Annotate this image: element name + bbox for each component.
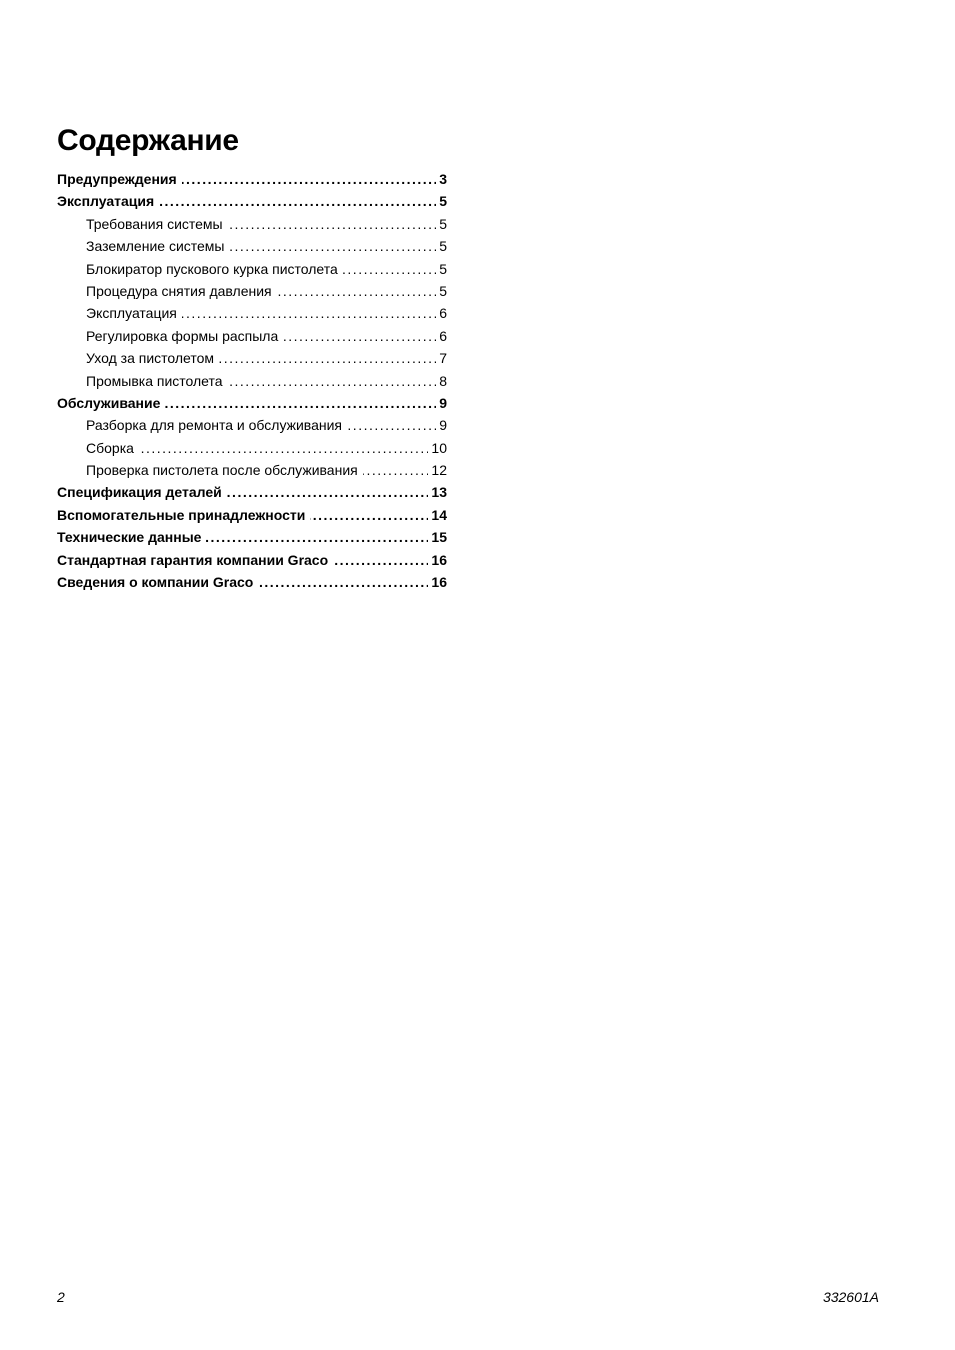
toc-entry-pressure-relief[interactable] [57,280,447,302]
dot-leader [258,571,428,593]
dot-leader [347,414,436,436]
toc-entry-page: 15 [431,529,447,546]
toc-entry-label: Проверка пистолета после обслуживания [86,462,358,479]
toc-entry-page: 3 [439,171,447,187]
dot-leader [310,504,428,526]
toc-entry-page: 5 [439,260,447,277]
dot-leader [343,258,436,280]
toc-entry-label: Предупреждения [57,171,177,187]
toc-entry-maintenance[interactable] [57,392,447,414]
toc-entry-label: Требования системы [86,215,223,232]
dot-leader [227,481,429,503]
toc-entry-page: 16 [431,574,447,591]
toc-entry-page: 10 [431,439,447,456]
table-of-contents [57,168,447,593]
toc-entry-label: Стандартная гарантия компании Graco [57,551,329,568]
toc-entry-page: 8 [439,372,447,389]
toc-entry-label: Заземление системы [86,238,225,255]
toc-entry-spray-pattern[interactable] [57,325,447,347]
toc-entry-accessories[interactable] [57,504,447,526]
toc-entry-page: 6 [439,305,447,322]
toc-entry-page: 5 [439,215,447,232]
toc-entry-page: 9 [439,394,447,411]
page-title: Содержание [57,124,239,157]
toc-entry-label: Процедура снятия давления [86,282,272,299]
toc-entry-label: Разборка для ремонта и обслуживания [86,417,342,434]
dot-leader [165,392,436,414]
toc-entry-page: 13 [431,484,447,501]
dot-leader [283,325,436,347]
toc-entry-post-service-check[interactable] [57,459,447,481]
toc-entry-company-info[interactable] [57,571,447,593]
toc-entry-page: 6 [439,327,447,344]
toc-entry-label: Уход за пистолетом [86,350,215,367]
toc-entry-page: 5 [439,193,447,210]
dot-leader [277,280,437,302]
toc-entry-system-grounding[interactable] [57,235,447,257]
dot-leader [139,437,429,459]
dot-leader [206,526,428,548]
dot-leader [363,459,429,481]
toc-entry-disassembly[interactable] [57,414,447,436]
toc-entry-label: Сборка [86,439,134,456]
toc-entry-technical-data[interactable] [57,526,447,548]
toc-entry-gun-flushing[interactable] [57,370,447,392]
toc-entry-warranty[interactable] [57,549,447,571]
toc-entry-system-requirements[interactable] [57,213,447,235]
toc-entry-page: 9 [439,417,447,434]
dot-leader [228,370,437,392]
toc-entry-label: Спецификация деталей [57,484,222,501]
toc-entry-page: 14 [431,506,447,523]
footer-document-number: 332601A [822,1289,879,1305]
toc-entry-page: 7 [439,350,447,367]
toc-entry-operation[interactable] [57,190,447,212]
toc-entry-warnings[interactable] [57,168,447,190]
dot-leader [182,168,437,190]
dot-leader [230,235,437,257]
dot-leader [182,302,436,324]
dot-leader [159,190,436,212]
toc-entry-gun-care[interactable] [57,347,447,369]
footer-page-number: 2 [57,1289,65,1305]
toc-entry-page: 5 [439,282,447,299]
dot-leader [219,347,436,369]
toc-entry-label: Вспомогательные принадлежности [57,506,306,523]
dot-leader [333,549,428,571]
toc-entry-parts-list[interactable] [57,481,447,503]
dot-leader [228,213,437,235]
toc-entry-label: Эксплуатация [57,193,155,210]
toc-entry-page: 5 [439,238,447,255]
toc-entry-page: 16 [431,551,447,568]
toc-entry-label: Промывка пистолета [86,372,223,389]
toc-entry-assembly[interactable] [57,437,447,459]
toc-entry-label: Обслуживание [57,394,161,411]
toc-entry-label: Блокиратор пускового курка пистолета [86,260,338,277]
toc-entry-label: Технические данные [57,529,202,546]
toc-entry-operation-sub[interactable] [57,302,447,324]
toc-entry-label: Регулировка формы распыла [86,327,279,344]
toc-entry-page: 12 [431,462,447,479]
toc-entry-trigger-lock[interactable] [57,258,447,280]
toc-entry-label: Сведения о компании Graco [57,574,254,591]
toc-entry-label: Эксплуатация [86,305,177,322]
